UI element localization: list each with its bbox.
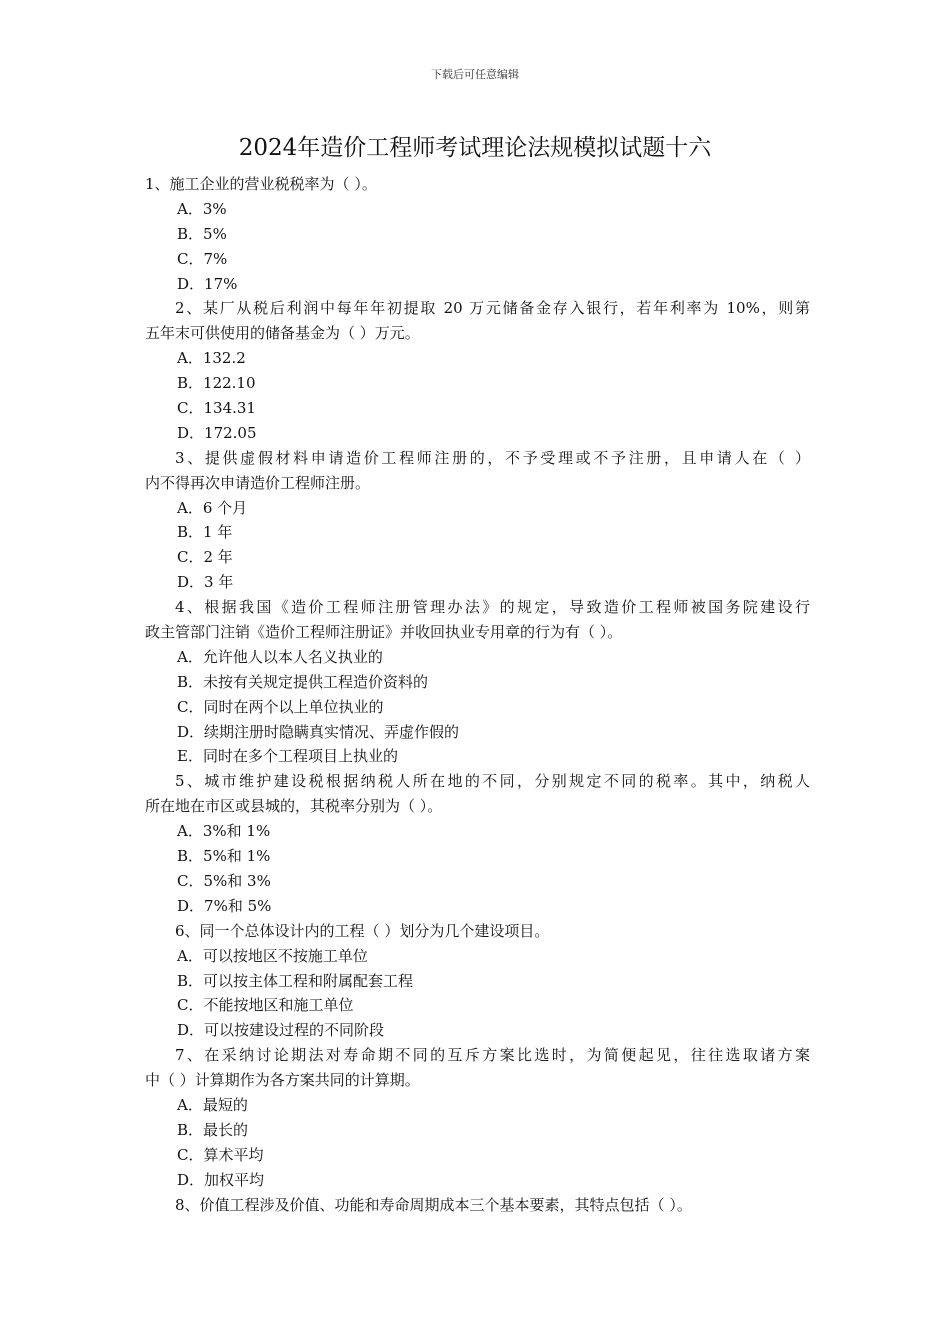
answer-option: C．134.31	[177, 399, 256, 418]
answer-option: B．未按有关规定提供工程造价资料的	[177, 672, 429, 691]
answer-option: D．172.05	[177, 423, 257, 442]
answer-option: B．5%和 1%	[177, 847, 271, 866]
question-6	[145, 919, 810, 1043]
question-stem: 7、在采纳讨论期法对寿命期不同的互斥方案比选时，为简便起见，往往选取诸方案	[175, 1046, 810, 1065]
question-7	[145, 1043, 810, 1192]
question-stem: 1、施工企业的营业税税率为（ ）。	[145, 175, 377, 193]
answer-option: C．同时在两个以上单位执业的	[177, 697, 384, 716]
answer-option: B．1 年	[177, 523, 233, 542]
question-stem-continued: 中（ ）计算期作为各方案共同的计算期。	[145, 1071, 420, 1090]
question-stem: 5、城市维护建设税根据纳税人所在地的不同，分别规定不同的税率。其中，纳税人	[175, 772, 810, 791]
answer-option: D．17%	[177, 274, 238, 293]
answer-option: C．5%和 3%	[177, 871, 271, 890]
question-5	[145, 769, 810, 918]
answer-option: B．最长的	[177, 1120, 249, 1139]
answer-option: D．续期注册时隐瞒真实情况、弄虚作假的	[177, 722, 460, 741]
answer-option: C．7%	[177, 249, 228, 268]
document-title: 2024年造价工程师考试理论法规模拟试题十六	[238, 135, 712, 161]
question-2	[145, 296, 810, 445]
answer-option: C．不能按地区和施工单位	[177, 996, 354, 1015]
answer-option: A．3%和 1%	[177, 822, 271, 841]
answer-option: D．可以按建设过程的不同阶段	[177, 1021, 385, 1040]
question-stem-continued: 所在地在市区或县城的，其税率分别为（ ）。	[145, 797, 443, 816]
question-stem-continued: 政主管部门注销《造价工程师注册证》并收回执业专用章的行为有（ ）。	[145, 623, 623, 642]
answer-option: D．3 年	[177, 573, 234, 592]
question-stem-continued: 五年末可供使用的储备基金为（ ）万元。	[145, 324, 420, 343]
question-stem: 2、某厂从税后利润中每年年初提取 20 万元储备金存入银行，若年利率为 10%，则第	[175, 299, 810, 318]
answer-option: A．132.2	[177, 349, 246, 368]
answer-option: B．5%	[177, 224, 227, 243]
answer-option: C．2 年	[177, 548, 233, 567]
question-stem: 6、同一个总体设计内的工程（ ）划分为几个建设项目。	[175, 921, 550, 940]
answer-option: A．最短的	[177, 1095, 248, 1114]
answer-option: D．7%和 5%	[177, 896, 272, 915]
answer-option: E．同时在多个工程项目上执业的	[177, 747, 398, 766]
question-3	[145, 446, 810, 595]
header-note: 下载后可任意编辑	[431, 68, 519, 81]
question-4	[145, 595, 810, 769]
answer-option: C．算术平均	[177, 1145, 264, 1164]
answer-option: A．可以按地区不按施工单位	[177, 946, 368, 965]
question-list	[145, 172, 810, 1217]
question-1	[145, 172, 810, 296]
question-stem: 3、提供虚假材料申请造价工程师注册的，不予受理或不予注册，且申请人在（ ）	[175, 448, 810, 467]
answer-option: A．允许他人以本人名义执业的	[177, 647, 383, 666]
answer-option: B．122.10	[177, 374, 256, 393]
question-stem: 4、根据我国《造价工程师注册管理办法》的规定，导致造价工程师被国务院建设行	[175, 598, 810, 617]
answer-option: A．6 个月	[177, 498, 248, 517]
answer-option: B．可以按主体工程和附属配套工程	[177, 971, 414, 990]
answer-option: A．3%	[177, 199, 227, 218]
question-8	[145, 1193, 810, 1218]
question-stem-continued: 内不得再次申请造价工程师注册。	[145, 473, 371, 492]
answer-option: D．加权平均	[177, 1170, 265, 1189]
question-stem: 8、价值工程涉及价值、功能和寿命周期成本三个基本要素，其特点包括（ ）。	[175, 1195, 692, 1214]
